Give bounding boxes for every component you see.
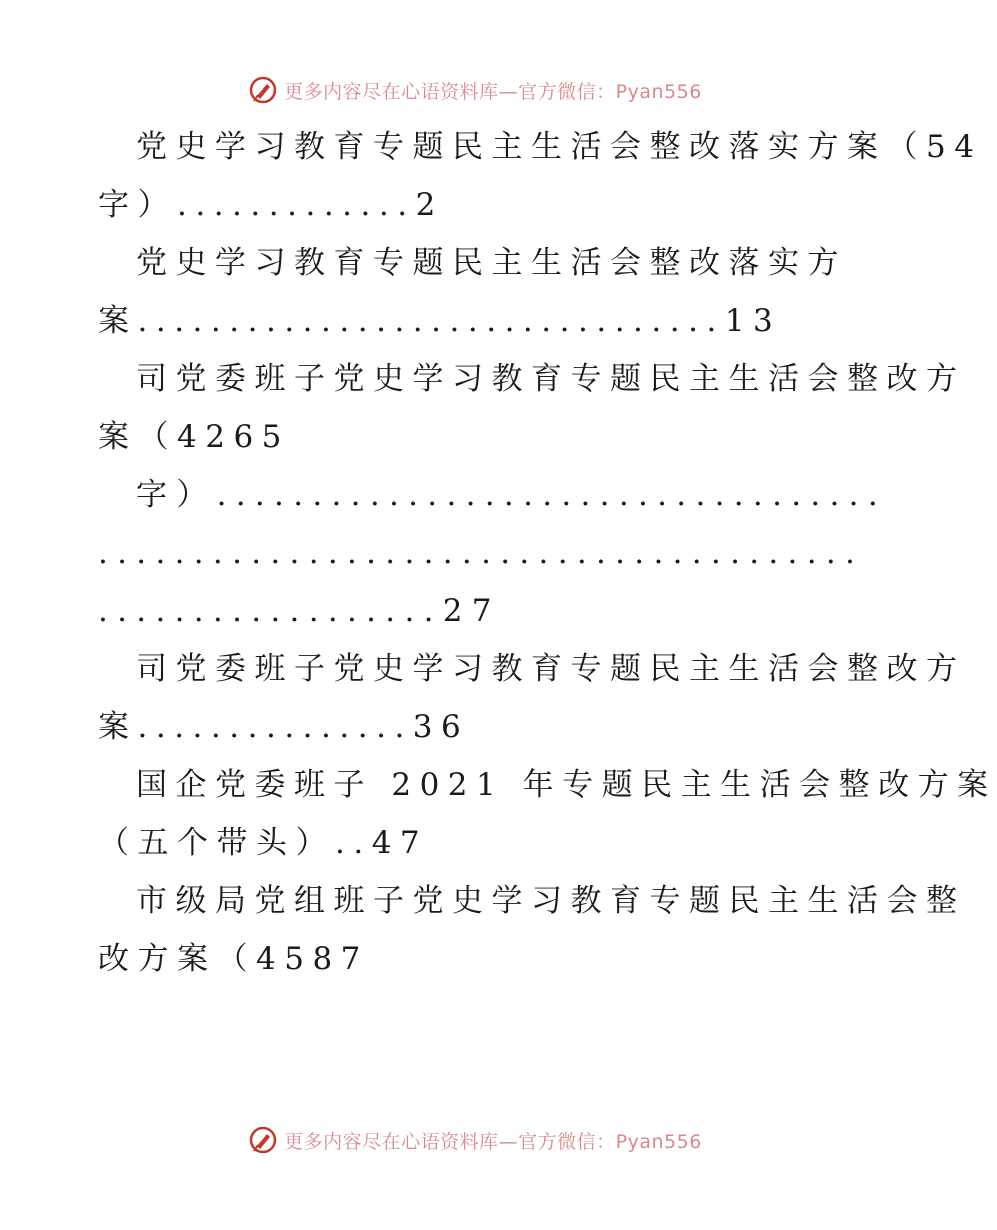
toc-line[interactable]: 字）................................... <box>136 477 887 513</box>
toc-line[interactable]: 改方案（4587 <box>98 941 369 977</box>
toc-line[interactable]: ..................27 <box>98 593 501 629</box>
toc-line[interactable]: 国企党委班子 2021 年专题民主生活会整改方案 <box>136 767 997 803</box>
toc-line[interactable]: （五个带头）..47 <box>98 825 429 861</box>
footer-watermark <box>0 1120 950 1160</box>
header-watermark <box>0 70 950 110</box>
toc-line[interactable]: 案................................13 <box>98 303 782 339</box>
toc-line[interactable]: 案（4265 <box>98 419 290 455</box>
toc-line[interactable]: 司党委班子党史学习教育专题民主生活会整改方 <box>136 651 966 687</box>
watermark-text: 更多内容尽在心语资料库—官方微信：Pyan556 <box>284 80 702 103</box>
toc-line[interactable]: 案...............36 <box>98 709 470 745</box>
pen-logo-icon <box>248 75 278 105</box>
toc-line[interactable]: 字）.............2 <box>98 187 444 223</box>
watermark-text: 更多内容尽在心语资料库—官方微信：Pyan556 <box>284 1130 702 1153</box>
toc-line[interactable]: 司党委班子党史学习教育专题民主生活会整改方 <box>136 361 966 397</box>
toc-line[interactable]: ........................................ <box>98 535 865 571</box>
pen-logo-icon <box>248 1125 278 1155</box>
toc-line[interactable]: 市级局党组班子党史学习教育专题民主生活会整 <box>136 883 966 919</box>
toc-line[interactable]: 党史学习教育专题民主生活会整改落实方案（54 <box>136 129 983 165</box>
table-of-contents <box>98 118 997 988</box>
toc-line[interactable]: 党史学习教育专题民主生活会整改落实方 <box>136 245 847 281</box>
